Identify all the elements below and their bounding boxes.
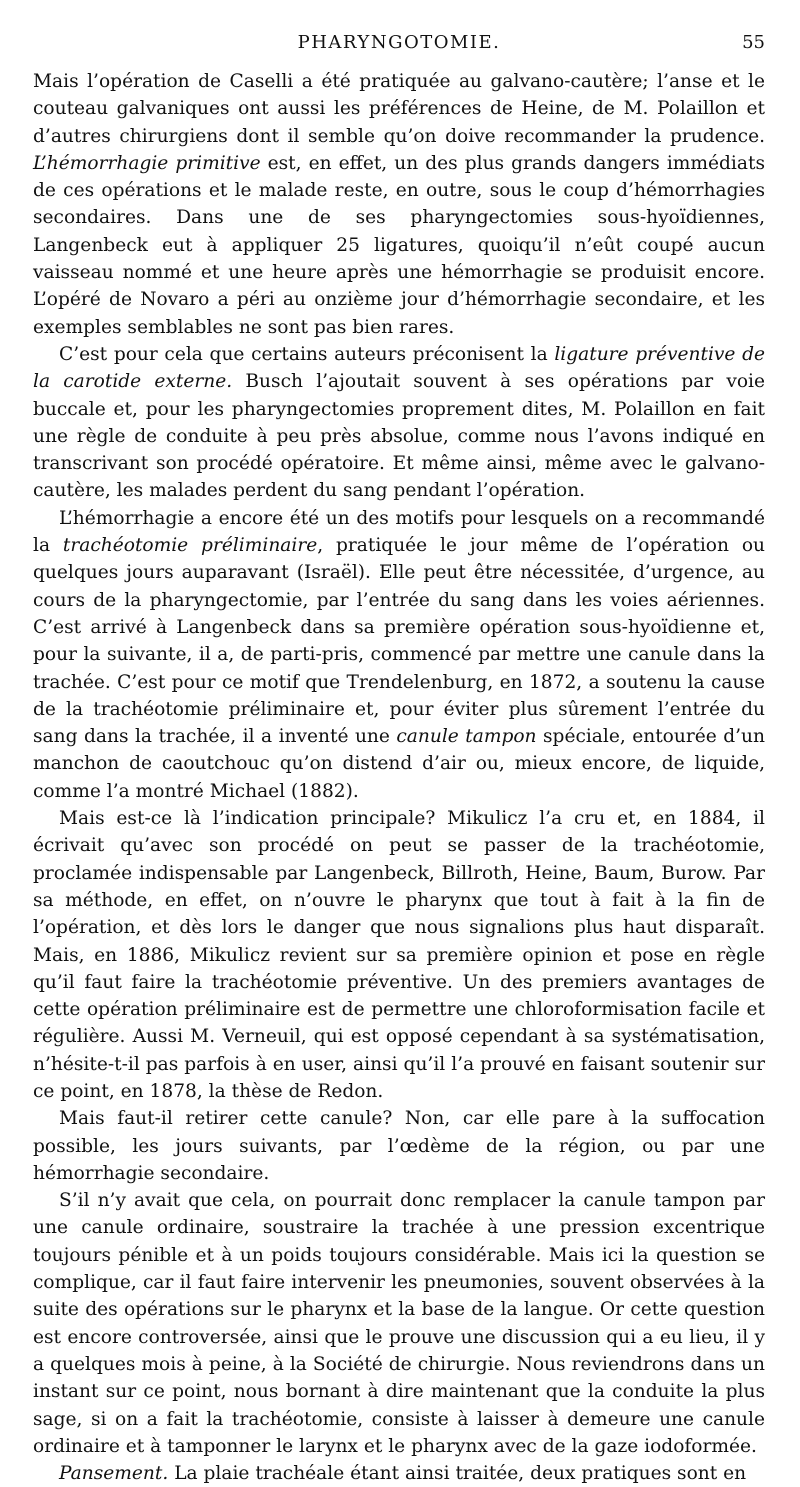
text-segment: S’il n’y avait que cela, on pourrait donc remplacer la canule tampon par une canule ordinaire, soustraire la trachée à une pression excentrique toujours pénible et à un poids toujours considérable. Mais ici la question se complique, car il faut faire intervenir les pneumonies, souvent observées à la suite des opérations sur le pharynx et la base de la langue. Or cette question est encore controversée, ainsi que le prouve une discussion qui a eu lieu, il y a quelques mois à peine, à la Société de chirurgie. Nous reviendrons dans un instant sur ce point, nous bornant à dire maintenant que la conduite la plus sage, si on a fait la trachéotomie, consiste à laisser à demeure une canule ordinaire et à tamponner le larynx et le pharynx avec de la gaze iodoformée. [33, 1190, 765, 1457]
paragraph [33, 1187, 765, 1460]
text-segment: Mais faut-il retirer cette canule? Non, car elle pare à la suffocation possible, les jours suivants, par l’œdème de la région, ou par une hémorrhagie secondaire. [33, 1108, 765, 1184]
italic-term: L’hémorrhagie primitive [33, 152, 261, 174]
body-text [33, 68, 765, 1487]
section-heading: Pansement. [59, 1463, 169, 1485]
paragraph [33, 341, 765, 505]
page-number: 55 [742, 32, 765, 53]
paragraph [33, 1105, 765, 1187]
text-segment: Mais l’opération de Caselli a été pratiquée au galvano-cautère; l’anse et le couteau galvaniques ont aussi les préférences de Heine, de M. Polaillon et d’autres chirurgiens dont il semble qu’on doive recommander la prudence. [33, 71, 765, 147]
running-head [33, 32, 765, 56]
text-segment: L’hémorrhagie a encore été un des motifs pour lesquels on a recommandé la [33, 507, 765, 557]
text-segment: Mais est-ce là l’indication principale? Mikulicz l’a cru et, en 1884, il écrivait qu’avec son procédé on peut se passer de la trachéotomie, proclamée indispensable par Langenbeck, Billroth, Heine, Baum, Burow. Par sa méthode, en effet, on n’ouvre le pharynx que tout à fait à la fin de l’opération, et dès lors le danger que nous signalions plus haut disparaît. Mais, en 1886, Mikulicz revient sur sa première opinion et pose en règle qu’il faut faire la trachéotomie préventive. Un des premiers avantages de cette opération préliminaire est de permettre une chloroformisation facile et régulière. Aussi M. Verneuil, qui est opposé cependant à sa systématisation, n’hésite-t-il pas parfois à en user, ainsi qu’il l’a prouvé en faisant soutenir sur ce point, en 1878, la thèse de Redon. [33, 808, 765, 1102]
text-segment: La plaie trachéale étant ainsi traitée, deux pratiques sont en [168, 1463, 747, 1485]
text-segment: Busch l’ajoutait souvent à ses opérations par voie buccale et, pour les pharyngectomies proprement dites, M. Polaillon en fait une règle de conduite à peu près absolue, comme nous l’avons indiqué en transcrivant son procédé opératoire. Et même ainsi, même avec le galvano-cautère, les malades perdent du sang pendant l’opération. [33, 371, 765, 502]
text-segment: , pratiquée le jour même de l’opération ou quelques jours auparavant (Israël). Elle peut être nécessitée, d’urgence, au cours de la pharyngectomie, par l’entrée du sang dans les voies aériennes. C’est arrivé à Langenbeck dans sa première opération sous-hyoïdienne et, pour la suivante, il a, de parti-pris, commencé par mettre une canule dans la trachée. C’est pour ce motif que Trendelenburg, en 1872, a soutenu la cause de la trachéotomie préliminaire et, pour éviter plus sûrement l’entrée du sang dans la trachée, il a inventé une [33, 535, 765, 748]
paragraph [33, 1460, 765, 1487]
running-title: PHARYNGOTOMIE. [297, 32, 501, 53]
text-segment: est, en effet, un des plus grands dangers immédiats de ces opérations et le malade reste, en outre, sous le coup d’hémorrhagies secondaires. Dans une de ses pharyngectomies sous-hyoïdiennes, Langenbeck eut à appliquer 25 ligatures, quoiqu’il n’eût coupé aucun vaisseau nommé et une heure après une hémorrhagie se produisit encore. L’opéré de Novaro a péri au onzième jour d’hémorrhagie secondaire, et les exemples semblables ne sont pas bien rares. [33, 152, 765, 338]
page [33, 32, 765, 1487]
paragraph [33, 68, 765, 341]
italic-term: ligature préventive de la carotide externe. [33, 343, 765, 393]
italic-term: canule tampon [396, 726, 537, 748]
italic-term: trachéotomie préliminaire [62, 535, 318, 557]
text-segment: C’est pour cela que certains auteurs préconisent la [59, 343, 555, 365]
text-segment: spéciale, entourée d’un manchon de caoutchouc qu’on distend d’air ou, mieux encore, de liquide, comme l’a montré Michael (1882). [33, 726, 765, 802]
paragraph [33, 805, 765, 1105]
paragraph [33, 505, 765, 805]
